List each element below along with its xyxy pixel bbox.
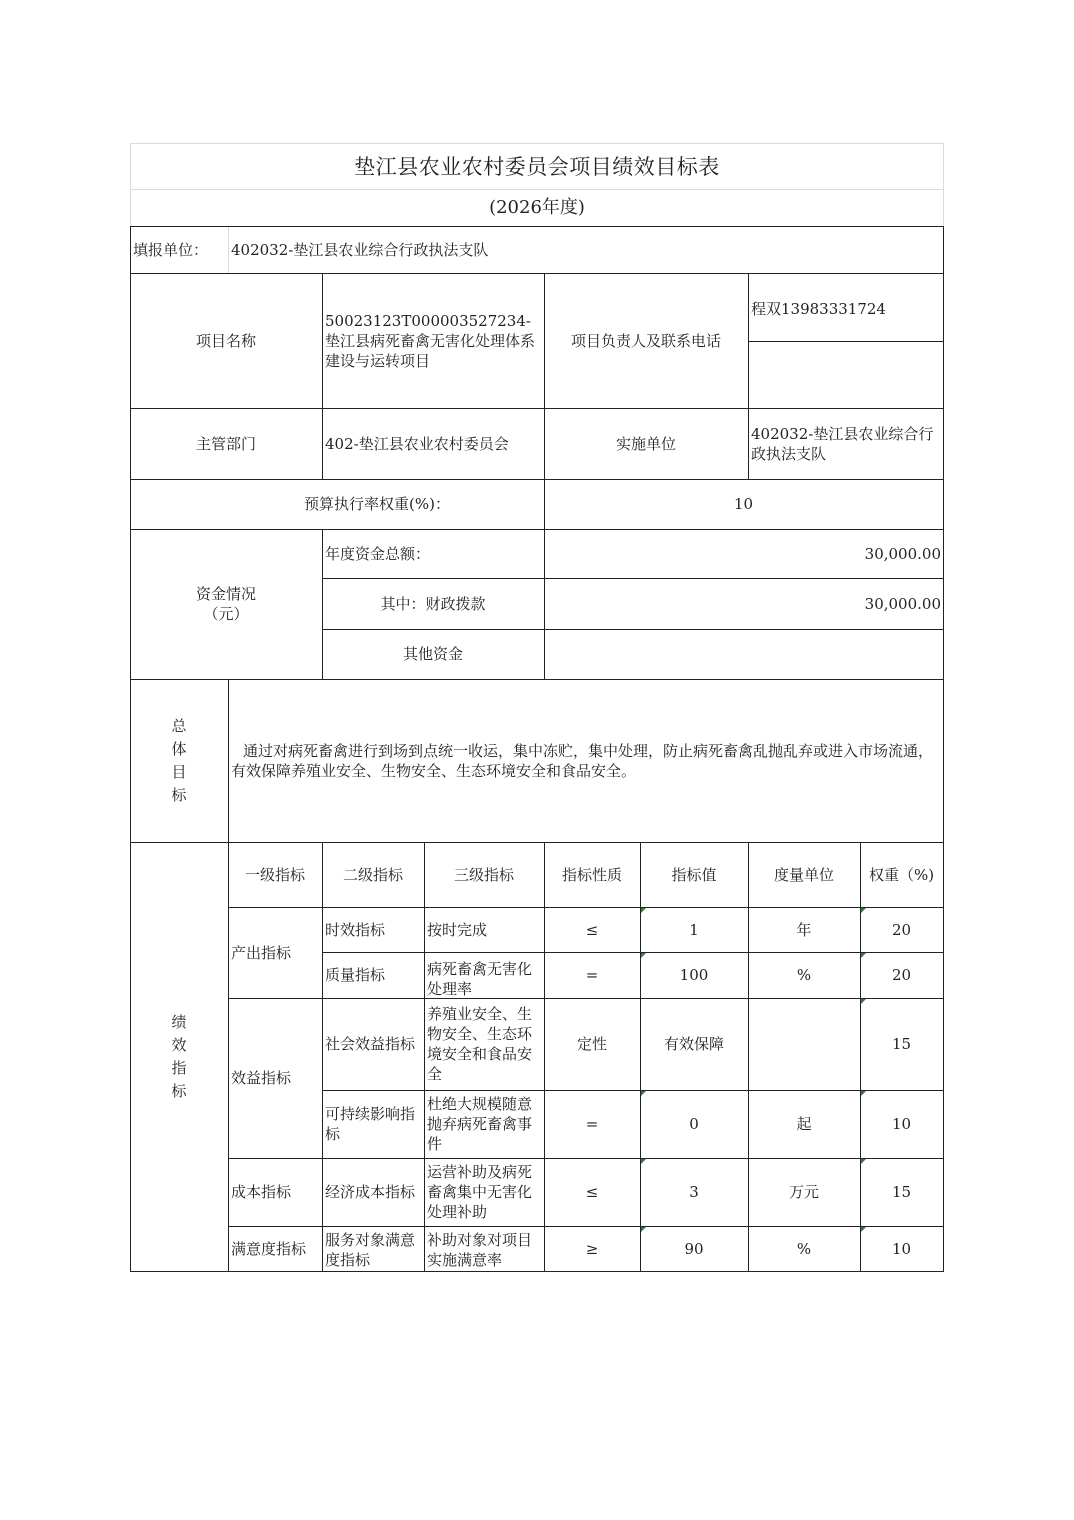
grid-line [130,479,944,480]
cell-marker [861,953,866,958]
grid-line [322,273,323,479]
grid-line [943,226,944,1272]
indicator-weight: 15 [891,1035,912,1053]
indicator-level3: 运营补助及病死畜禽集中无害化处理补助 [427,1163,533,1221]
budget-weight-label: 预算执行率权重(%)： [304,495,450,513]
filler-label: 填报单位： [133,241,209,259]
performance-label [130,842,228,1271]
grid-line [640,842,641,1272]
indicator-weight: 15 [891,1183,912,1201]
grid-line [130,273,944,274]
grid-line [544,842,545,1272]
grid-line [748,842,749,1272]
grid-line [130,679,944,680]
indicator-level2: 质量指标 [325,966,386,984]
contact-value: 程双13983331724 [751,300,886,318]
overall-goal-char: 标 [171,785,187,804]
indicator-level3: 补助对象对项目实施满意率 [427,1231,533,1269]
performance-char: 绩 [171,1012,187,1031]
indicator-nature: ≤ [585,1183,599,1201]
contact-value-secondary [748,341,943,408]
performance-char: 效 [171,1035,187,1054]
grid-line [228,1158,944,1159]
grid-line [130,529,944,530]
contact-label: 项目负责人及联系电话 [570,331,721,350]
grid-line [322,578,944,579]
header-nature: 指标性质 [561,865,622,884]
grid-line [130,408,944,409]
header-level2: 二级指标 [342,865,403,884]
annual-total-value: 30,000.00 [864,544,941,563]
indicator-nature: ≤ [585,920,599,939]
implementing-unit-value: 402032-垫江县农业综合行政执法支队 [751,424,934,463]
indicator-nature: = [585,1115,599,1133]
grid-line [322,1090,944,1091]
indicator-level2: 经济成本指标 [325,1183,416,1201]
overall-goal-char: 体 [171,739,187,758]
header-level1: 一级指标 [244,865,305,884]
cell-marker [641,1227,646,1232]
indicator-nature: = [585,966,599,984]
grid-line [424,842,425,1272]
funds-label-line1: 资金情况 [195,585,256,603]
indicator-weight: 10 [891,1239,912,1258]
indicator-unit: 万元 [788,1183,819,1201]
grid-line [748,341,944,342]
header-unit: 度量单位 [773,865,834,884]
indicator-value: 0 [689,1115,699,1133]
indicator-value: 1 [689,920,699,939]
other-funds-label: 其他资金 [402,645,463,663]
grid-line [228,907,944,908]
grid-line [130,1271,944,1272]
header-value: 指标值 [671,865,717,884]
project-name-value: 50023123T000003527234-垫江县病死畜禽无害化处理体系建设与运转项目 [325,311,536,370]
grid-line [322,629,944,630]
indicator-nature: 定性 [576,1035,607,1053]
level1-output: 产出指标 [231,943,292,962]
grid-line [130,842,944,843]
level1-satisfaction: 满意度指标 [231,1239,307,1258]
header-level3: 三级指标 [453,865,514,884]
department-value: 402-垫江县农业农村委员会 [325,434,509,453]
overall-goal-text: 通过对病死畜禽进行到场到点统一收运，集中冻贮，集中处理，防止病死畜禽乱抛乱弃或进入市场流通，有效保障养殖业安全、生物安全、生态环境安全和食品安全。 [231,741,934,780]
indicator-unit: 起 [796,1115,812,1133]
indicator-level3: 杜绝大规模随意抛弃病死畜禽事件 [427,1095,533,1153]
overall-goal-char: 总 [171,716,187,735]
indicator-level3: 病死畜禽无害化处理率 [427,960,533,998]
other-funds-value [544,629,943,679]
year-subtitle: (2026年度) [489,197,585,218]
grid-line [130,226,131,1272]
grid-line [860,842,861,1272]
grid-line [544,273,545,679]
cell-marker [861,1159,866,1164]
cell-marker [861,1091,866,1096]
level1-benefit: 效益指标 [231,1069,292,1087]
department-label: 主管部门 [195,434,256,453]
budget-weight-value: 10 [733,495,754,513]
implementing-unit-label: 实施单位 [615,434,676,453]
indicator-level2: 社会效益指标 [325,1035,416,1053]
indicator-value: 有效保障 [663,1035,724,1053]
indicator-level3: 按时完成 [427,920,488,939]
grid-line [130,226,944,227]
cell-marker [861,908,866,913]
indicator-weight: 10 [891,1115,912,1133]
grid-line [228,1226,944,1227]
indicator-unit: % [796,1239,812,1258]
indicator-level2: 时效指标 [325,920,386,939]
performance-char: 指 [171,1058,187,1077]
performance-char: 标 [171,1081,187,1100]
funds-label [130,529,322,679]
indicator-unit [748,998,860,1090]
indicator-value: 90 [684,1239,704,1258]
annual-total-label: 年度资金总额： [325,544,431,563]
indicator-unit: % [796,966,812,984]
grid-line [228,679,229,1272]
overall-goal-char: 目 [171,762,187,781]
indicator-level2: 服务对象满意度指标 [325,1231,416,1269]
indicator-value: 100 [679,966,709,984]
funds-label-line2: （元） [203,605,249,623]
indicator-level2: 可持续影响指标 [325,1105,416,1143]
indicator-nature: ≥ [585,1239,599,1258]
page-title: 垫江县农业农村委员会项目绩效目标表 [354,154,720,179]
grid-line [228,998,944,999]
cell-marker [861,999,866,1004]
header-weight: 权重（%) [868,865,935,884]
indicator-level3: 养殖业安全、生物安全、生态环境安全和食品安全 [427,1005,533,1083]
cell-marker [641,1159,646,1164]
filler-value: 402032-垫江县农业综合行政执法支队 [231,241,489,259]
indicator-weight: 20 [891,920,912,939]
level1-cost: 成本指标 [231,1183,292,1201]
cell-marker [641,953,646,958]
cell-marker [861,1227,866,1232]
cell-marker [641,1091,646,1096]
grid-line [322,529,323,679]
fiscal-allocation-value: 30,000.00 [864,594,941,613]
grid-line [748,273,749,479]
indicator-value: 3 [689,1183,699,1201]
indicator-unit: 年 [796,920,812,939]
fiscal-allocation-label: 其中：财政拨款 [380,594,486,613]
cell-marker [641,908,646,913]
grid-line [322,952,944,953]
grid-line [322,842,323,1272]
project-name-label: 项目名称 [195,331,256,350]
overall-goal-label [130,679,228,842]
indicator-weight: 20 [891,966,912,984]
